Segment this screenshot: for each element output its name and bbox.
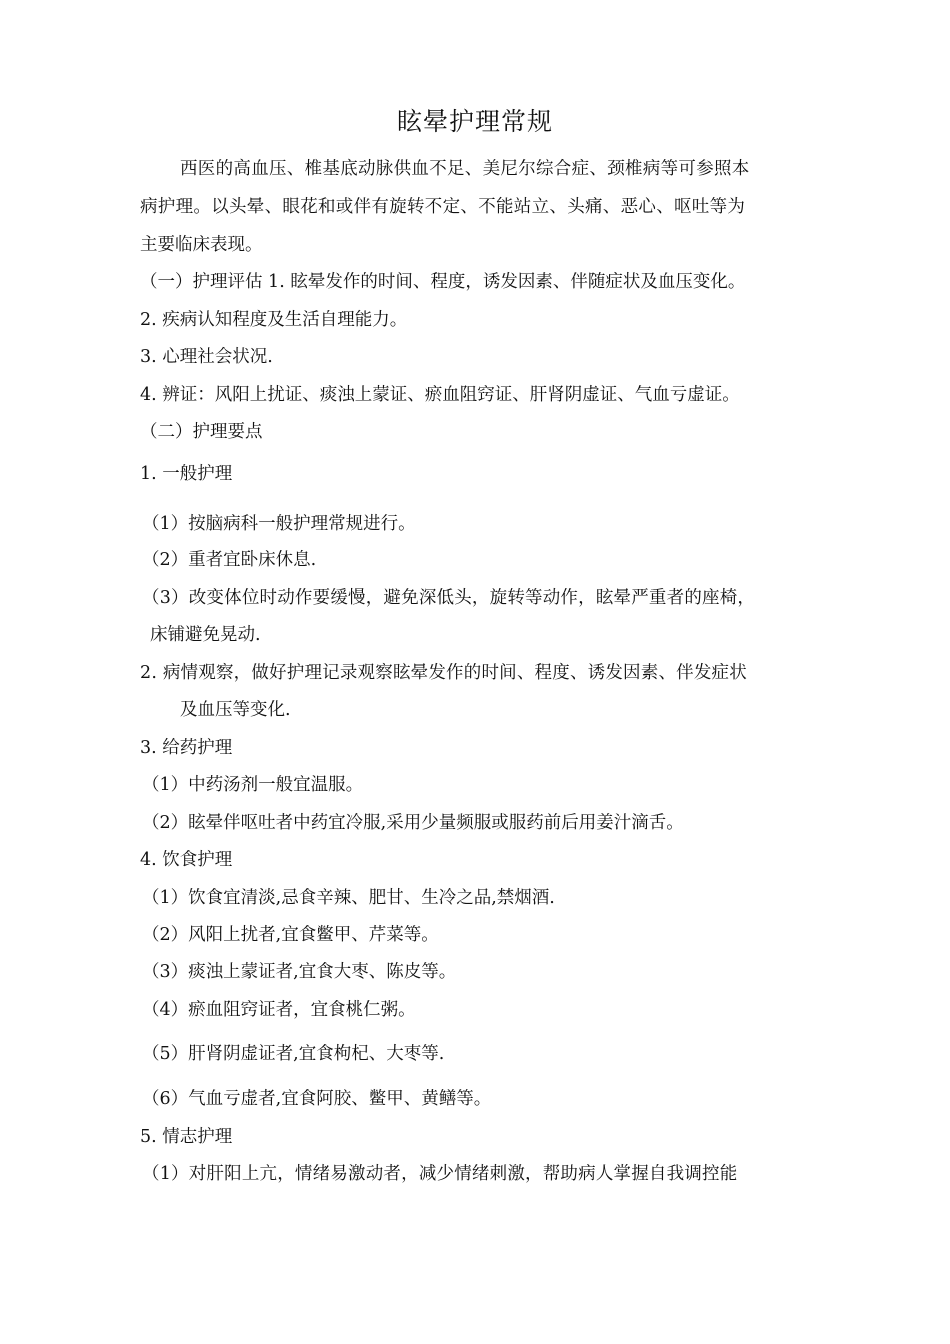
subsection-heading: 5. 情志护理 <box>140 1127 233 1147</box>
subsection-heading: 3. 给药护理 <box>140 738 233 758</box>
section-heading: （一）护理评估 1. 眩晕发作的时间、程度，诱发因素、伴随症状及血压变化。 <box>140 272 746 292</box>
list-item: （3）痰浊上蒙证者,宜食大枣、陈皮等。 <box>142 962 457 982</box>
list-item: （2）风阳上扰者,宜食鳖甲、芹菜等。 <box>142 925 439 945</box>
list-item: （6）气血亏虚者,宜食阿胶、鳖甲、黄鳝等。 <box>142 1089 492 1109</box>
list-item: （1）按脑病科一般护理常规进行。 <box>142 514 416 534</box>
list-item: （2）眩晕伴呕吐者中药宜冷服,采用少量频服或服药前后用姜汁滴舌。 <box>142 813 684 833</box>
paragraph-line: 主要临床表现。 <box>140 235 263 255</box>
document-title: 眩晕护理常规 <box>396 107 553 136</box>
list-item: （1）中药汤剂一般宜温服。 <box>142 775 364 795</box>
list-item: （3）改变体位时动作要缓慢，避免深低头，旋转等动作，眩晕严重者的座椅， <box>142 588 756 608</box>
list-item: 4. 辨证：风阳上扰证、痰浊上蒙证、瘀血阻窍证、肝肾阴虚证、气血亏虚证。 <box>140 385 740 405</box>
subsection-heading: 4. 饮食护理 <box>140 850 233 870</box>
list-item-continuation: 及血压等变化. <box>180 700 291 720</box>
paragraph-line: 西医的高血压、椎基底动脉供血不足、美尼尔综合症、颈椎病等可参照本 <box>180 159 750 179</box>
list-item: （4）瘀血阻窍证者，宜食桃仁粥。 <box>142 1000 416 1020</box>
paragraph-line: 病护理。以头晕、眼花和或伴有旋转不定、不能站立、头痛、恶心、呕吐等为 <box>140 197 746 217</box>
list-item: （1）对肝阳上亢，情绪易激动者，减少情绪刺激，帮助病人掌握自我调控能 <box>142 1164 738 1184</box>
list-item: （2）重者宜卧床休息. <box>142 550 317 570</box>
list-item: （5）肝肾阴虚证者,宜食枸杞、大枣等. <box>142 1044 445 1064</box>
list-item: 2. 疾病认知程度及生活自理能力。 <box>140 310 408 330</box>
subsection-heading: 2. 病情观察，做好护理记录观察眩晕发作的时间、程度、诱发因素、伴发症状 <box>140 663 747 683</box>
list-item-continuation: 床铺避免晃动. <box>150 625 261 645</box>
section-heading: （二）护理要点 <box>140 422 263 442</box>
subsection-heading: 1. 一般护理 <box>140 464 233 484</box>
list-item: 3. 心理社会状况. <box>140 347 273 367</box>
list-item: （1）饮食宜清淡,忌食辛辣、肥甘、生冷之品,禁烟酒. <box>142 888 555 908</box>
